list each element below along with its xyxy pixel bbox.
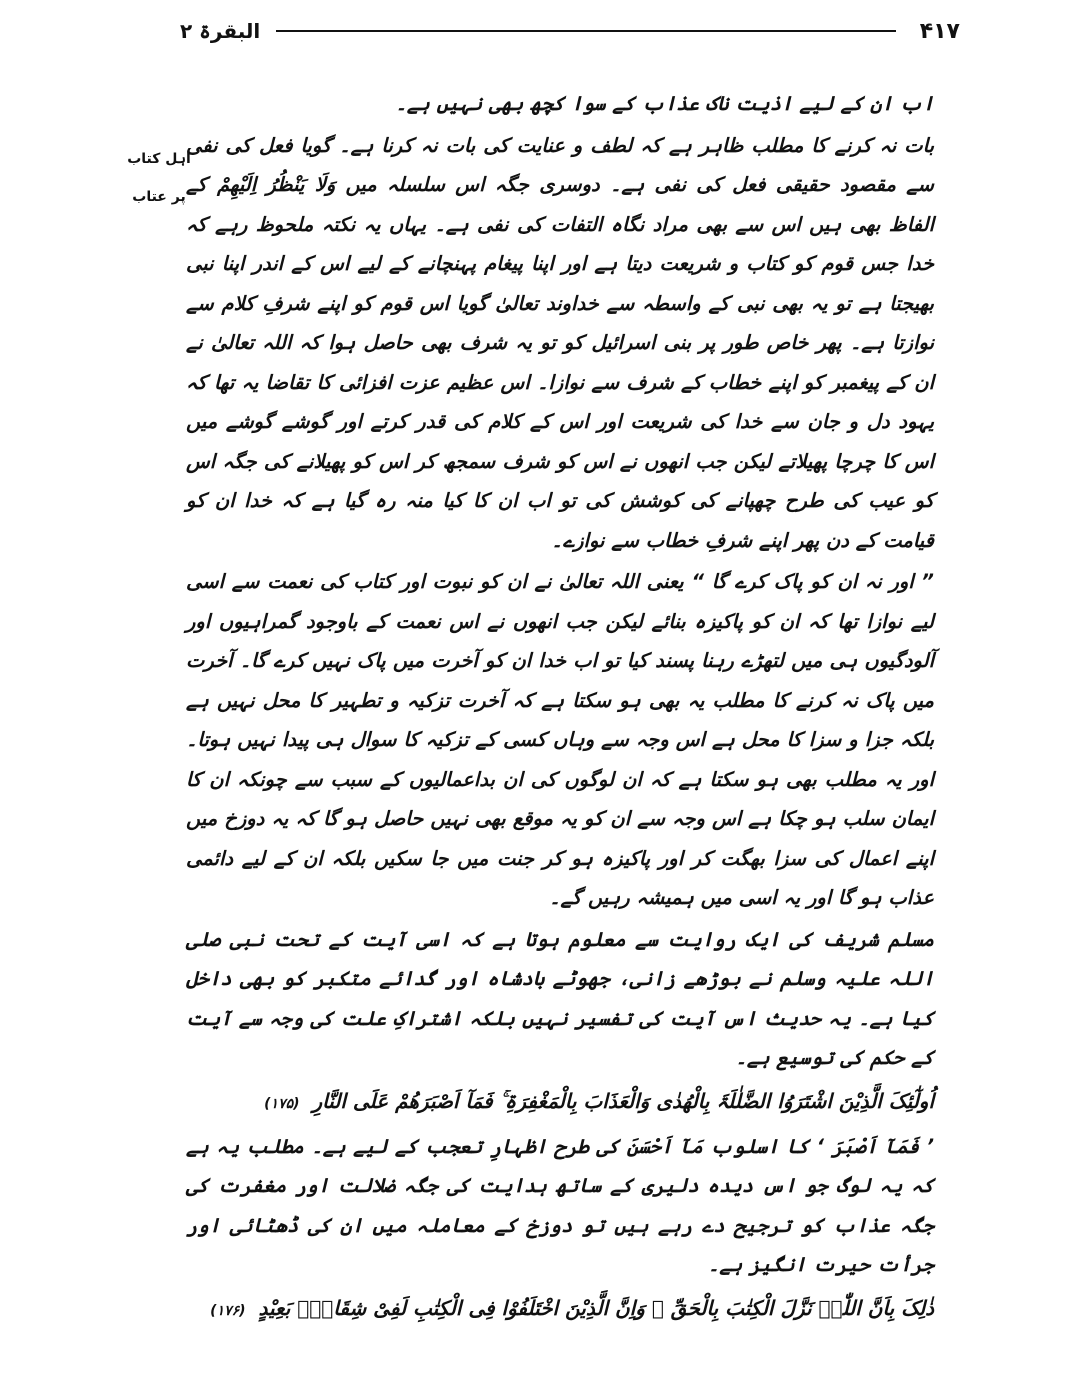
paragraph-4: مسلم شریف کی ایک روایت سے معلوم ہوتا ہے کہ اسی آیت کے تحت نبی صلی اللہ علیہ وسلم نے بوڑھے زانی، جھوٹے بادشاہ اور گدائے متکبر کو بھی داخل کیا ہے۔ یہ حدیث اس آیت کی تفسیر نہیں بلکہ اشتراکِ علت کی وجہ سے آیت کے حکم کی توسیع ہے۔ [186,927,934,1069]
page-number: ۴۱۷ [919,18,960,44]
quran-verse-176 [186,1287,934,1332]
paragraph-5: ’ فَمَآ اَصْبَرَ ‘ کا اسلوب مَآ اَحْسَنَ کی طرح اظہارِ تعجب کے لیے ہے۔ مطلب یہ ہے کہ یہ لوگ جو اس دیدہ دلیری کے ساتھ ہدایت کی جگہ ضلالت اور مغفرت کی جگہ عذاب کو ترجیح دے رہے ہیں تو دوزخ کے معاملہ میں ان کی ڈھٹائی اور جرأت حیرت انگیز ہے۔ [186,1134,934,1276]
surah-title: البقرۃ ۲ [180,19,261,43]
margin-note-line-2: پر عتاب [132,189,186,205]
verse-text: اُولٰٓئِکَ الَّذِیْنَ اشْتَرَوُا الضَّلٰلَۃَ بِالْھُدٰی وَالْعَذَابَ بِالْمَغْفِرَۃِ ۚ فَمَآ اَصْبَرَھُمْ عَلَی النَّارِ [312,1088,934,1113]
commentary-body [186,84,934,1332]
paragraph-3: ” اور نہ ان کو پاک کرے گا “ یعنی اللہ تعالیٰ نے ان کو نبوت اور کتاب کی نعمت سے اسی لیے نوازا تھا کہ ان کو پاکیزہ بنائے لیکن جب انھوں نے اس نعمت کے باوجود گمراہیوں اور آلودگیوں ہی میں لتھڑے رہنا پسند کیا تو اب خدا ان کو آخرت میں پاک نہیں کرے گا۔ آخرت میں پاک نہ کرنے کا مطلب یہ بھی ہو سکتا ہے کہ آخرت تزکیہ و تطہیر کا محل نہیں ہے بلکہ جزا و سزا کا محل ہے اس وجہ سے وہاں کسی کے تزکیہ کا سوال ہی پیدا نہیں ہوتا۔ اور یہ مطلب بھی ہو سکتا ہے کہ ان لوگوں کی ان بداعمالیوں کے سبب سے چونکہ ان کا ایمان سلب ہو چکا ہے اس وجہ سے ان کو یہ موقع بھی نہیں حاصل ہو گا کہ یہ دوزخ میں اپنے اعمال کی سزا بھگت کر اور پاکیزہ ہو کر جنت میں جا سکیں بلکہ ان کے لیے دائمی عذاب ہو گا اور یہ اسی میں ہمیشہ رہیں گے۔ [186,570,934,909]
quran-verse-175 [186,1080,934,1125]
verse-reference: (۱۷۶) [210,1302,246,1319]
page-header [180,16,960,46]
verse-reference: (۱۷۵) [264,1095,300,1112]
paragraph-1: اب ان کے لیے اذیت ناک عذاب کے سوا کچھ بھی نہیں ہے۔ [395,92,934,115]
paragraph-2: بات نہ کرنے کا مطلب ظاہر ہے کہ لطف و عنایت کی بات نہ کرنا ہے۔ گویا فعل کی نفی سے مقصود حقیقی فعل کی نفی ہے۔ دوسری جگہ اس سلسلہ میں وَلَا یَنْظُرُ اِلَیْھِمْ کے الفاظ بھی ہیں اس سے بھی مراد نگاہ التفات کی نفی ہے۔ یہاں یہ نکتہ ملحوظ رہے کہ خدا جس قوم کو کتاب و شریعت دیتا ہے اور اپنا پیغام پہنچانے کے لیے اس کے اندر اپنا نبی بھیجتا ہے تو یہ بھی نبی کے واسطہ سے خداوند تعالیٰ گویا اس قوم کو اپنے شرفِ کلام سے نوازتا ہے۔ پھر خاص طور پر بنی اسرائیل کو تو یہ شرف بھی حاصل ہوا کہ اللہ تعالیٰ نے ان کے پیغمبر کو اپنے خطاب کے شرف سے نوازا۔ اس عظیم عزت افزائی کا تقاضا یہ تھا کہ یہود دل و جان سے خدا کی شریعت اور اس کے کلام کی قدر کرتے اور گوشے گوشے میں اس کا چرچا پھیلاتے لیکن جب انھوں نے اس کو شرف سمجھ کر اس کو پھیلانے کی جگہ اس کو عیب کی طرح چھپانے کی کوشش کی تو اب ان کا کیا منہ رہ گیا ہے کہ خدا ان کو قیامت کے دن پھر اپنے شرفِ خطاب سے نوازے۔ [186,133,934,552]
verse-text: ذٰلِکَ بِاَنَّ اللّٰہَ نَزَّلَ الْکِتٰبَ بِالْحَقِّ ۭ وَاِنَّ الَّذِیْنَ اخْتَلَفُوْا فِی الْکِتٰبِ لَفِیْ شِقَاقٍۢ بَعِیْدٍ [258,1295,934,1320]
margin-note-line-1: اہل کتاب [127,151,191,167]
header-rule [276,30,895,32]
